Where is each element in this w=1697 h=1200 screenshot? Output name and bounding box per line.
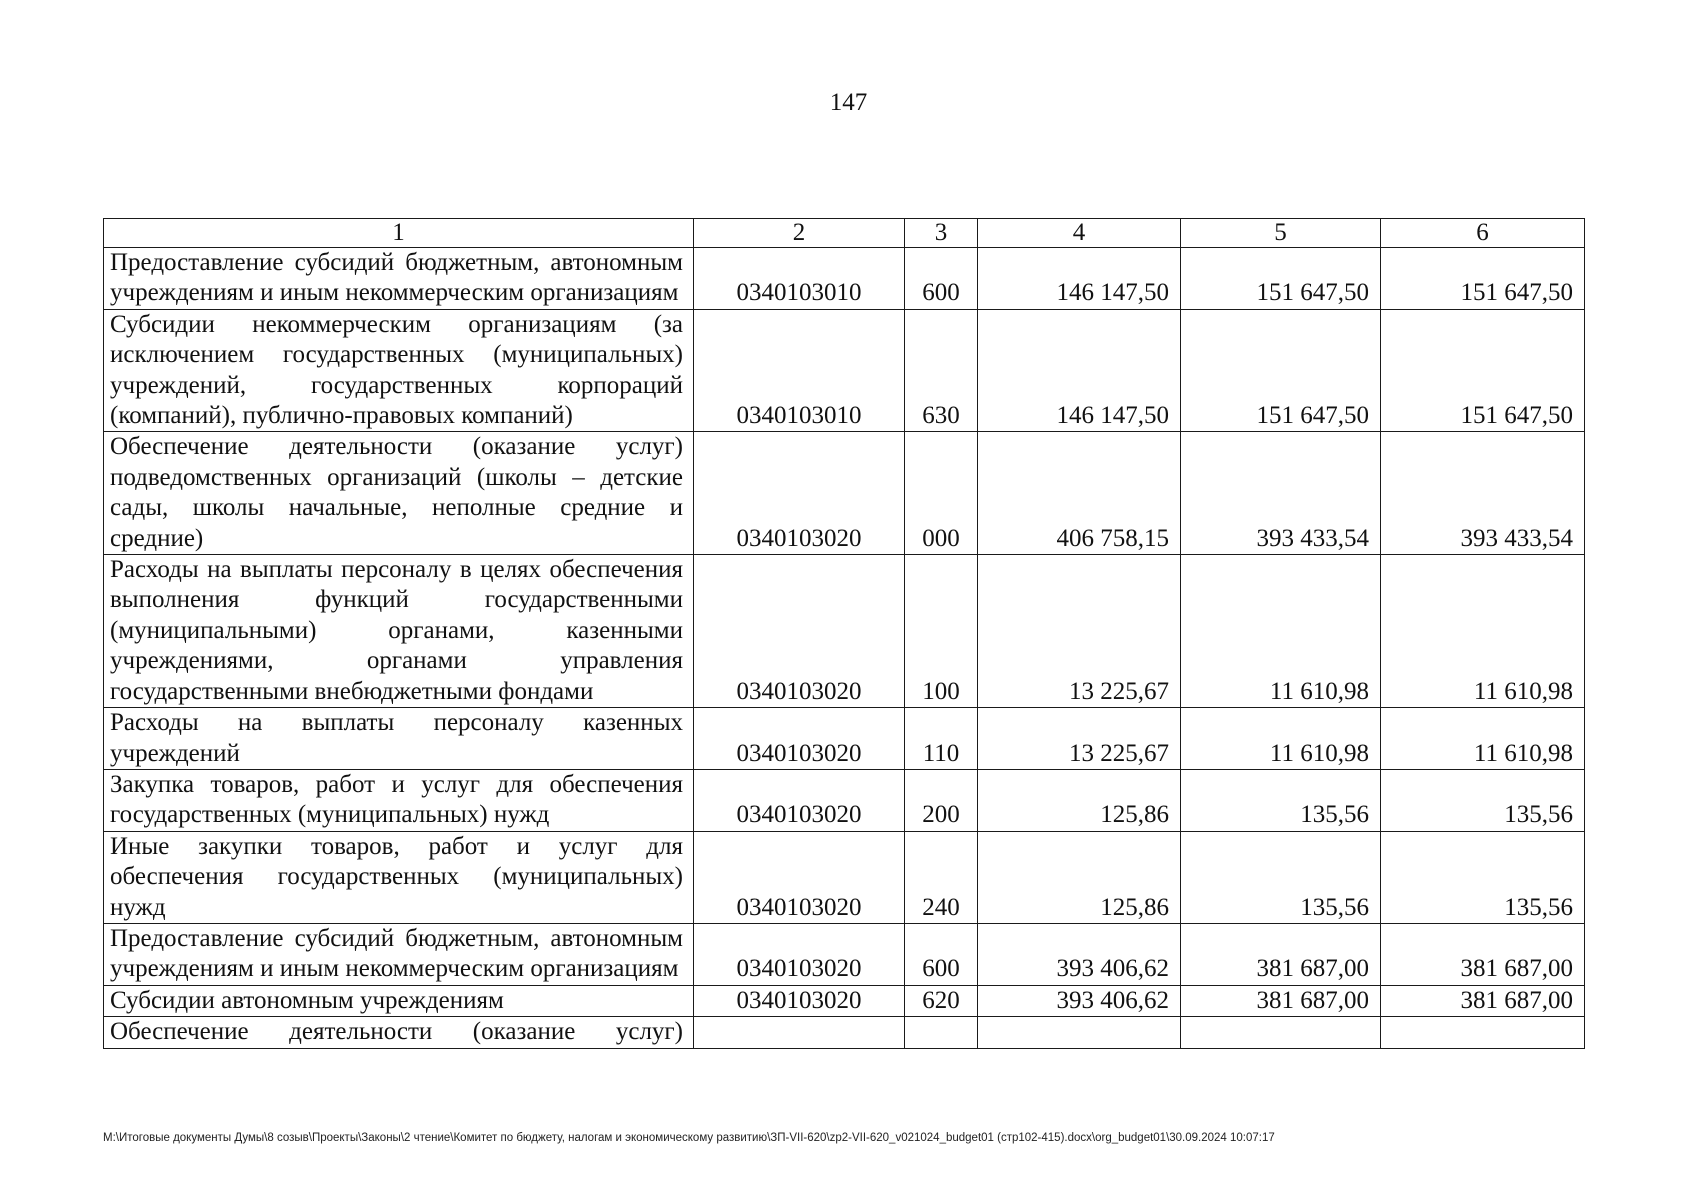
row-amount-year2 [1181, 1017, 1381, 1048]
row-expense-kind: 620 [905, 985, 978, 1016]
row-amount-year3: 135,56 [1381, 831, 1585, 923]
row-name [104, 555, 694, 708]
row-name-text: Расходы на выплаты персоналу в целях обеспечения выполнения функций государственными (муниципальными) органами, казенными учреждениями, органами управления государственными внебюджетными фондами [110, 556, 683, 705]
row-target-code: 0340103010 [694, 309, 905, 432]
row-amount-year1: 125,86 [978, 831, 1181, 923]
row-expense-kind: 110 [905, 708, 978, 770]
row-name-text: Субсидии некоммерческим организациям (за исключением государственных (муниципальных) учреждений, государственных корпораций (компаний), публично-правовых компаний) [110, 310, 683, 430]
row-amount-year3: 151 647,50 [1381, 309, 1585, 432]
row-name [104, 769, 694, 831]
row-amount-year1: 13 225,67 [978, 555, 1181, 708]
row-name [104, 831, 694, 923]
row-name-text: Обеспечение деятельности (оказание услуг) [110, 1018, 683, 1046]
row-target-code: 0340103020 [694, 831, 905, 923]
row-amount-year3 [1381, 1017, 1585, 1048]
row-name [104, 248, 694, 310]
row-amount-year2: 151 647,50 [1181, 248, 1381, 310]
row-name [104, 708, 694, 770]
budget-table [103, 218, 1585, 1049]
row-name-text: Расходы на выплаты персоналу казенных учреждений [110, 709, 683, 767]
row-amount-year3: 393 433,54 [1381, 432, 1585, 555]
row-amount-year1 [978, 1017, 1181, 1048]
row-amount-year2: 381 687,00 [1181, 985, 1381, 1016]
row-expense-kind [905, 1017, 978, 1048]
row-amount-year3: 381 687,00 [1381, 923, 1585, 985]
row-expense-kind: 200 [905, 769, 978, 831]
table-row [104, 985, 1585, 1016]
row-name [104, 309, 694, 432]
row-amount-year2: 11 610,98 [1181, 555, 1381, 708]
row-expense-kind: 100 [905, 555, 978, 708]
table-row [104, 555, 1585, 708]
row-name-text: Иные закупки товаров, работ и услуг для обеспечения государственных (муниципальных) нужд [110, 832, 683, 921]
table-row [104, 1017, 1585, 1048]
row-amount-year2: 151 647,50 [1181, 309, 1381, 432]
table-row [104, 769, 1585, 831]
row-name-text: Субсидии автономным учреждениям [110, 986, 504, 1014]
column-number-2: 2 [694, 219, 905, 248]
row-amount-year1: 146 147,50 [978, 309, 1181, 432]
table-row [104, 923, 1585, 985]
row-expense-kind: 600 [905, 923, 978, 985]
row-amount-year1: 146 147,50 [978, 248, 1181, 310]
column-number-4: 4 [978, 219, 1181, 248]
row-name [104, 432, 694, 555]
table-row [104, 248, 1585, 310]
row-target-code: 0340103020 [694, 555, 905, 708]
row-amount-year3: 151 647,50 [1381, 248, 1585, 310]
row-amount-year1: 393 406,62 [978, 923, 1181, 985]
page-number: 147 [829, 89, 868, 116]
row-target-code: 0340103020 [694, 432, 905, 555]
column-number-1: 1 [104, 219, 694, 248]
row-expense-kind: 600 [905, 248, 978, 310]
row-name-text: Предоставление субсидий бюджетным, автономным учреждениям и иным некоммерческим организациям [110, 249, 683, 307]
row-amount-year2: 11 610,98 [1181, 708, 1381, 770]
table-row [104, 432, 1585, 555]
row-amount-year3: 135,56 [1381, 769, 1585, 831]
row-name-text: Закупка товаров, работ и услуг для обеспечения государственных (муниципальных) нужд [110, 770, 683, 829]
column-number-3: 3 [905, 219, 978, 248]
document-file-path: M:\Итоговые документы Думы\8 созыв\Проекты\Законы\2 чтение\Комитет по бюджету, налогам и экономическому развитию\ЗП-VII-620\zp2-VII-620_v021024_budget01 (стр102-415).docx\org_budget01\30.09.2024 10:07:17 [103, 1132, 1275, 1144]
row-amount-year3: 381 687,00 [1381, 985, 1585, 1016]
table-row [104, 309, 1585, 432]
column-number-row [104, 219, 1585, 248]
row-name [104, 985, 694, 1016]
row-target-code [694, 1017, 905, 1048]
row-amount-year1: 125,86 [978, 769, 1181, 831]
row-amount-year1: 406 758,15 [978, 432, 1181, 555]
row-name [104, 1017, 694, 1048]
row-amount-year3: 11 610,98 [1381, 555, 1585, 708]
column-number-5: 5 [1181, 219, 1381, 248]
row-amount-year2: 381 687,00 [1181, 923, 1381, 985]
budget-table-body [104, 219, 1585, 1049]
row-name-text: Предоставление субсидий бюджетным, автономным учреждениям и иным некоммерческим организациям [110, 924, 683, 983]
row-target-code: 0340103020 [694, 708, 905, 770]
row-amount-year3: 11 610,98 [1381, 708, 1585, 770]
table-row [104, 708, 1585, 770]
row-amount-year1: 393 406,62 [978, 985, 1181, 1016]
row-target-code: 0340103020 [694, 769, 905, 831]
row-expense-kind: 630 [905, 309, 978, 432]
row-name [104, 923, 694, 985]
row-amount-year2: 393 433,54 [1181, 432, 1381, 555]
table-row [104, 831, 1585, 923]
row-expense-kind: 000 [905, 432, 978, 555]
row-target-code: 0340103020 [694, 923, 905, 985]
row-name-text: Обеспечение деятельности (оказание услуг) подведомственных организаций (школы – детские сады, школы начальные, неполные средние и средние) [110, 433, 683, 552]
row-target-code: 0340103010 [694, 248, 905, 310]
row-amount-year2: 135,56 [1181, 831, 1381, 923]
row-amount-year1: 13 225,67 [978, 708, 1181, 770]
row-target-code: 0340103020 [694, 985, 905, 1016]
row-expense-kind: 240 [905, 831, 978, 923]
column-number-6: 6 [1381, 219, 1585, 248]
row-amount-year2: 135,56 [1181, 769, 1381, 831]
